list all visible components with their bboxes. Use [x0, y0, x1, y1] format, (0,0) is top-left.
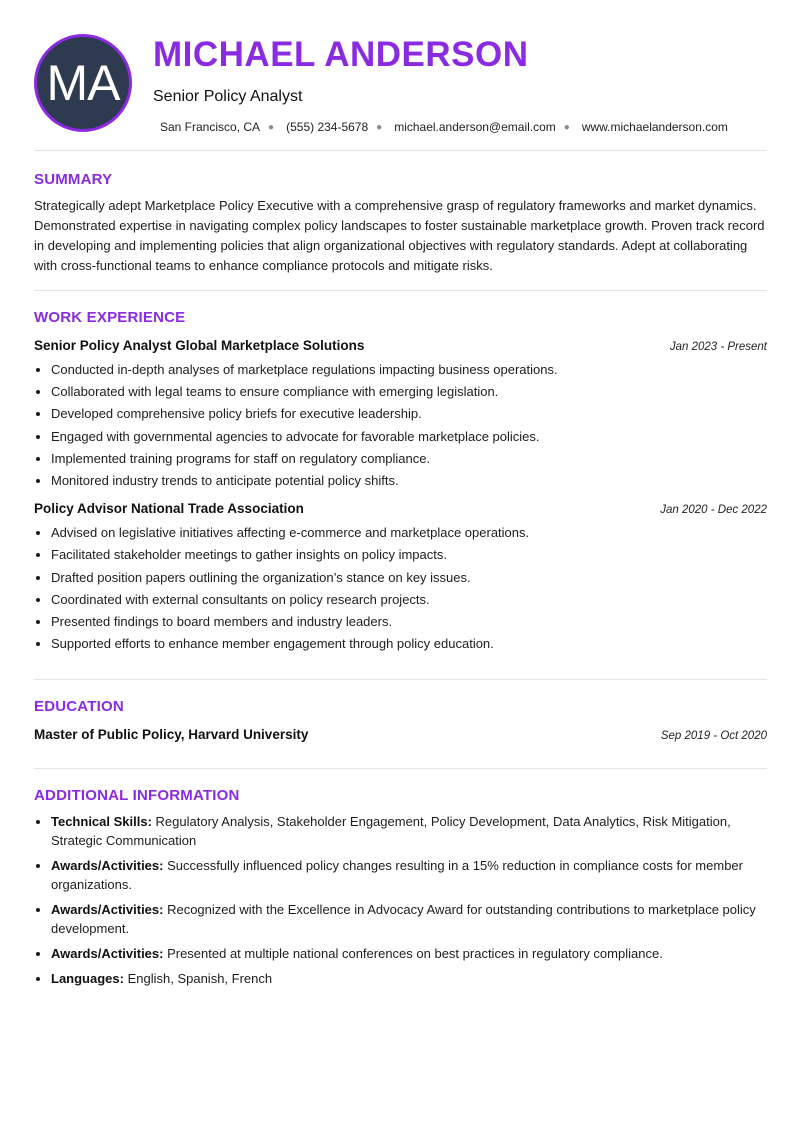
job-date: Jan 2023 - Present: [669, 341, 767, 353]
candidate-name: MICHAEL ANDERSON: [153, 35, 529, 74]
list-item: • Presented findings to board members and industry leaders.: [51, 611, 767, 633]
education-entry: [34, 727, 767, 742]
additional-heading: ADDITIONAL INFORMATION: [34, 787, 240, 805]
job-header: [34, 501, 767, 516]
info-label: Languages:: [51, 971, 124, 987]
info-text: English, Spanish, French: [123, 971, 273, 987]
job-header: [34, 338, 767, 353]
education-section: [34, 680, 767, 768]
list-item: • Monitored industry trends to anticipate potential policy shifts.: [51, 470, 767, 492]
additional-section: [34, 769, 767, 988]
list-item: • Coordinated with external consultants on policy research projects.: [51, 589, 767, 611]
summary-text: Strategically adept Marketplace Policy Executive with a comprehensive grasp of regulatory frameworks and market dynamics. Demonstrated expertise in navigating complex policy landscapes to foster sustainable marketplace growth. Proven track record in developing and implementing policies that align organizational objectives with regulatory standards. Adept at collaborating with cross-functional teams to enhance compliance protocols and mitigate risks.: [34, 198, 765, 273]
contact-email[interactable]: michael.anderson@email.com: [394, 120, 556, 134]
separator-dot-icon: ●: [376, 121, 383, 133]
experience-section: [34, 291, 767, 679]
summary-heading: SUMMARY: [34, 171, 113, 188]
info-label: Awards/Activities:: [51, 858, 164, 874]
job-entry: [34, 501, 767, 655]
job-role: Senior Policy Analyst Global Marketplace Solutions: [34, 338, 365, 353]
list-item: • Drafted position papers outlining the organization’s stance on key issues.: [51, 567, 767, 589]
education-date: Sep 2019 - Oct 2020: [660, 730, 767, 743]
list-item: • Developed comprehensive policy briefs for executive leadership.: [51, 403, 767, 425]
contact-website[interactable]: www.michaelanderson.com: [581, 120, 728, 134]
list-item: • Engaged with governmental agencies to advocate for favorable marketplace policies.: [51, 426, 767, 448]
additional-list: [34, 812, 767, 988]
separator-dot-icon: ●: [268, 121, 275, 133]
contact-phone[interactable]: (555) 234-5678: [286, 120, 369, 134]
experience-heading: WORK EXPERIENCE: [34, 309, 186, 326]
list-item: • Facilitated stakeholder meetings to gather insights on policy impacts.: [51, 544, 767, 566]
job-date: Jan 2020 - Dec 2022: [660, 504, 767, 517]
job-role: Policy Advisor National Trade Association: [34, 501, 304, 517]
summary-section: [34, 151, 767, 290]
resume-header: [34, 0, 767, 150]
list-item: [51, 812, 767, 850]
list-item: [51, 900, 767, 938]
info-label: Awards/Activities:: [51, 946, 164, 962]
info-label: Technical Skills:: [51, 814, 152, 830]
candidate-title: Senior Policy Analyst: [153, 88, 303, 105]
list-item: • Implemented training programs for staff on regulatory compliance.: [51, 448, 767, 470]
avatar-initials: MA: [46, 55, 120, 111]
list-item: • Supported efforts to enhance member engagement through policy education.: [51, 633, 767, 655]
list-item: [51, 969, 767, 988]
degree: Master of Public Policy, Harvard University: [34, 727, 309, 743]
job-entry: [34, 338, 767, 492]
contact-location: San Francisco, CA: [160, 120, 261, 134]
education-heading: EDUCATION: [34, 698, 124, 716]
list-item: • Advised on legislative initiatives affecting e-commerce and marketplace operations.: [51, 522, 767, 544]
job-bullets: [34, 359, 767, 492]
info-text: Recognized with the Excellence in Advocacy Award for outstanding contributions to marketplace policy development.: [51, 902, 756, 937]
job-bullets: [34, 522, 767, 655]
info-text: Successfully influenced policy changes resulting in a 15% reduction in compliance costs for member organizations.: [51, 858, 743, 893]
info-text: Regulatory Analysis, Stakeholder Engagement, Policy Development, Data Analytics, Risk Mitigation, Strategic Communication: [51, 814, 731, 849]
contact-line: [160, 120, 728, 134]
list-item: [51, 944, 767, 963]
separator-dot-icon: ●: [563, 121, 570, 133]
avatar: [34, 34, 132, 132]
info-text: Presented at multiple national conferences on best practices in regulatory compliance.: [163, 946, 663, 962]
list-item: [51, 856, 767, 894]
info-label: Awards/Activities:: [51, 902, 164, 918]
list-item: • Conducted in-depth analyses of marketplace regulations impacting business operations.: [51, 359, 767, 381]
list-item: • Collaborated with legal teams to ensure compliance with emerging legislation.: [51, 381, 767, 403]
